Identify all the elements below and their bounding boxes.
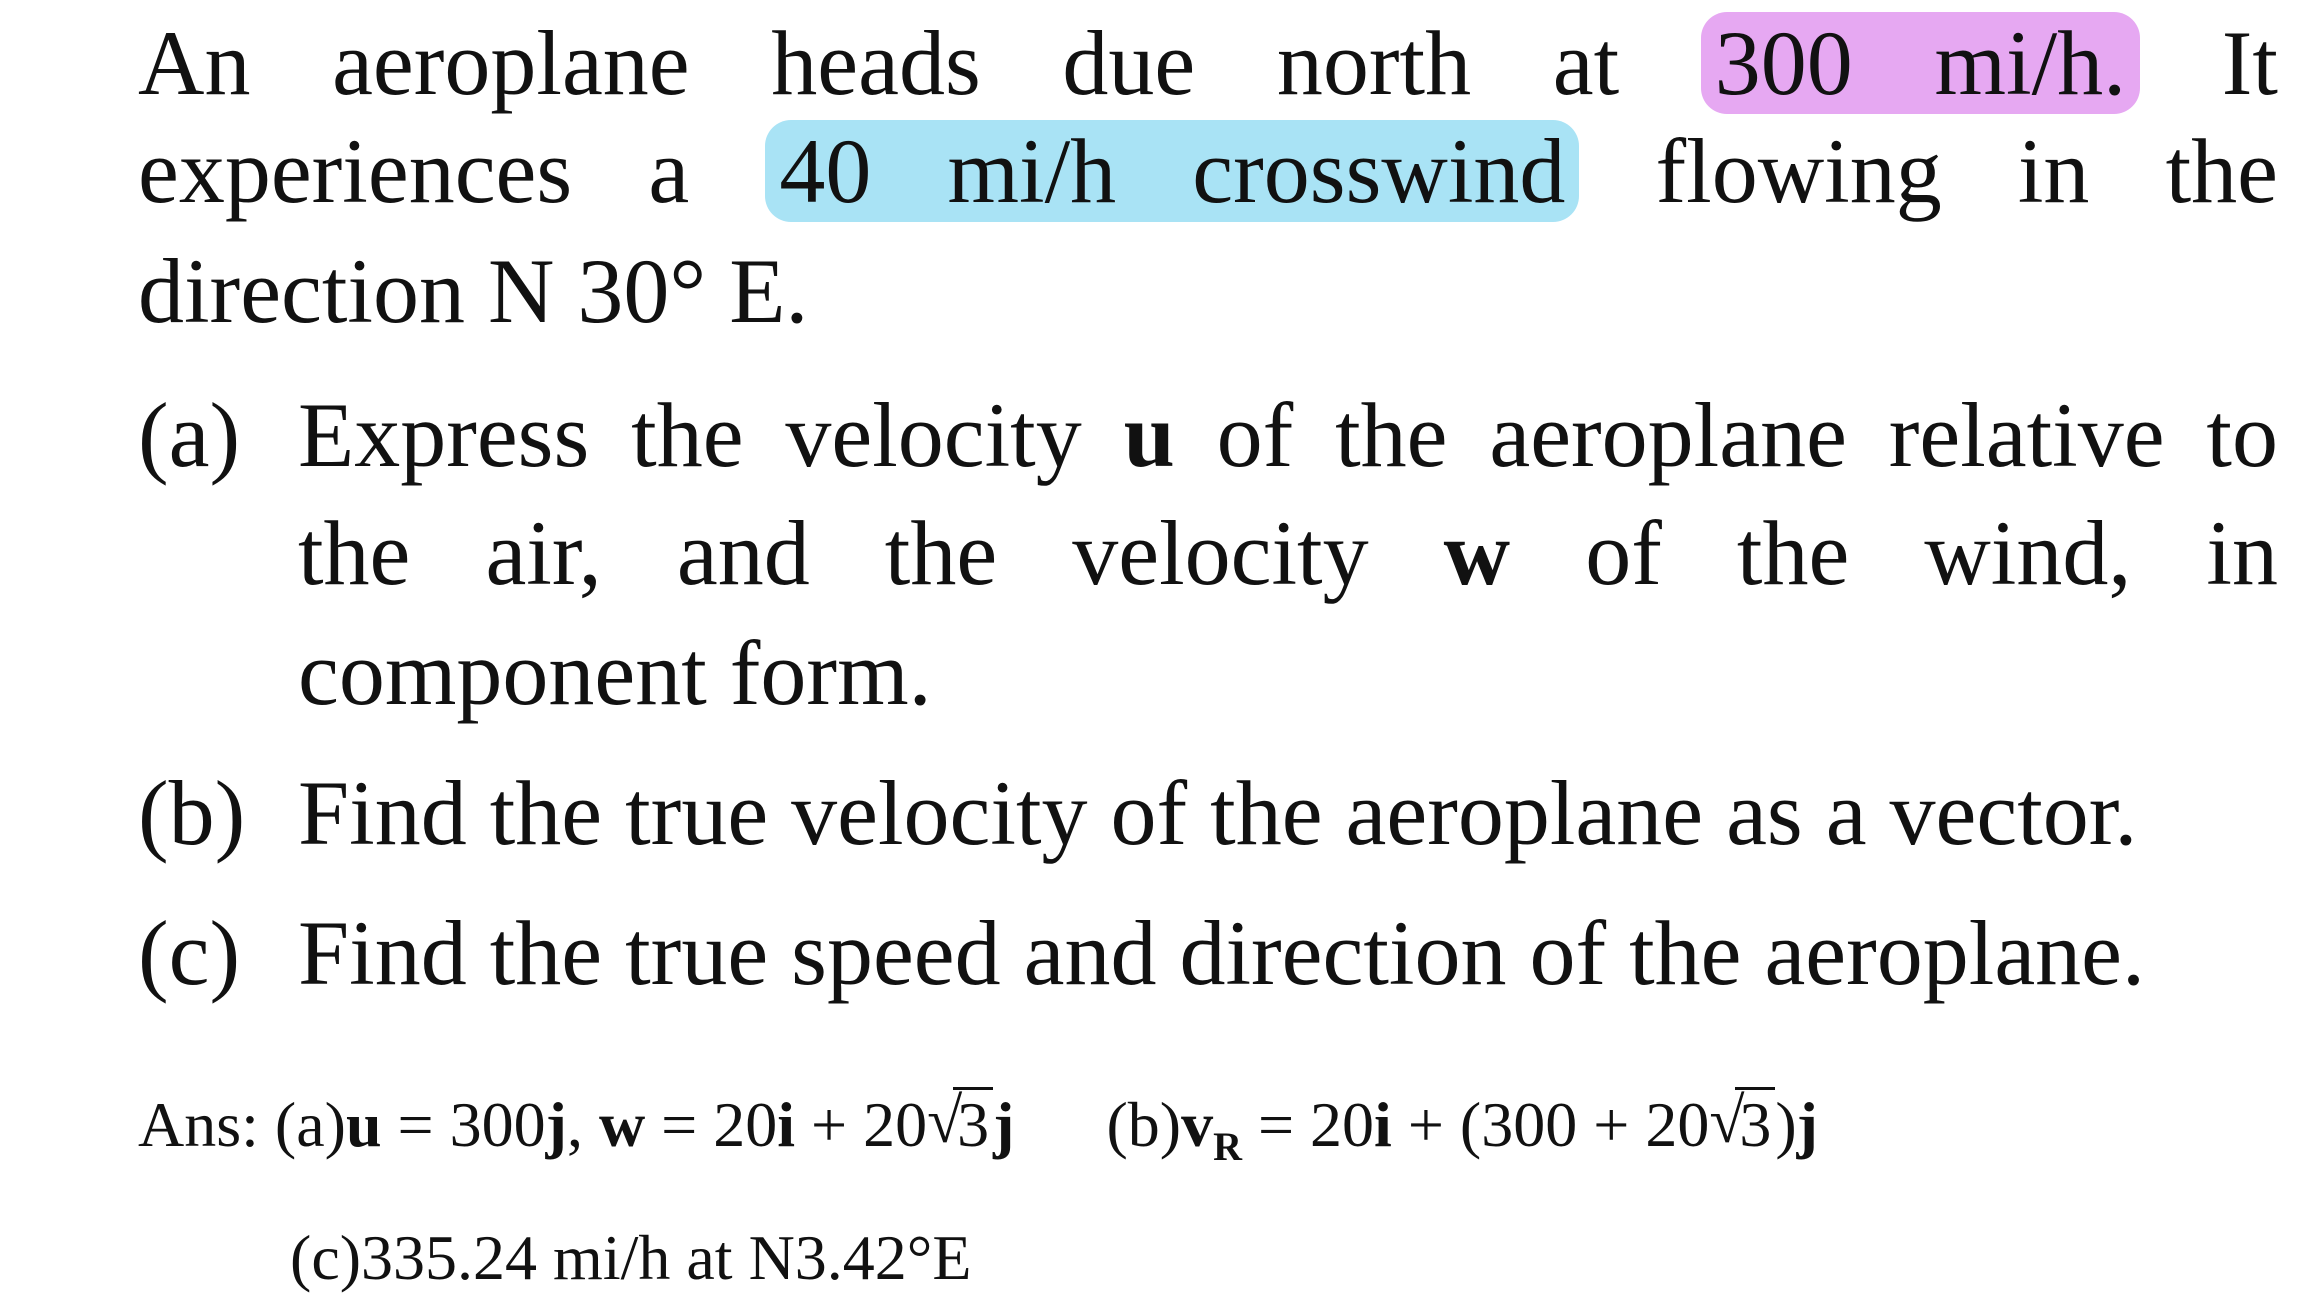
sqrt-symbol: [1709, 1085, 1775, 1165]
problem-text: experiences a: [138, 120, 766, 222]
problem-text: It: [2140, 12, 2278, 114]
part-a-label: (a): [138, 384, 241, 486]
part-b-label: (b): [138, 762, 246, 864]
answer-text: = 20: [645, 1089, 778, 1160]
vector-w: w: [1443, 502, 1511, 604]
vector-u: u: [345, 1089, 382, 1160]
vector-w: w: [598, 1089, 646, 1160]
sqrt-radicand: 3: [1735, 1087, 1775, 1160]
part-a-text: of the wind, in: [1510, 502, 2278, 604]
unit-vector-j: j: [545, 1089, 567, 1160]
part-a-line-2: [298, 498, 2278, 608]
crosswind-highlight: 40 mi/h crosswind: [765, 120, 1579, 222]
problem-line-3: [138, 236, 808, 346]
problem-line-2: [138, 116, 2278, 226]
answer-text: = 300: [381, 1089, 546, 1160]
unit-vector-i: i: [1374, 1089, 1392, 1160]
problem-text: An aeroplane heads due north at: [138, 12, 1701, 114]
part-a-text: the air, and the velocity: [298, 502, 1444, 604]
answer-text: = 20: [1241, 1089, 1375, 1160]
part-a-line-3: [298, 618, 932, 728]
part-a-line-1: [298, 380, 2278, 490]
sqrt-radicand: 3: [953, 1087, 993, 1160]
part-a-text: of the aeroplane relative to: [1174, 384, 2278, 486]
answer-part-b-label: (b): [1106, 1089, 1182, 1160]
vector-v: v: [1181, 1089, 1214, 1160]
answer-part-a-label: (a): [274, 1089, 346, 1160]
unit-vector-j: j: [1796, 1089, 1818, 1160]
answer-text: + 20: [795, 1089, 928, 1160]
part-a-text: Express the velocity: [298, 384, 1124, 486]
answer-text: ): [1775, 1089, 1797, 1160]
subscript-r: R: [1213, 1123, 1242, 1169]
unit-vector-j: j: [993, 1089, 1015, 1160]
answer-text: ,: [566, 1089, 599, 1160]
answer-prefix: Ans:: [138, 1089, 275, 1160]
answer-text: + (300 + 20: [1391, 1089, 1710, 1160]
speed-highlight: 300 mi/h.: [1701, 12, 2140, 114]
part-b-text: Find the true velocity of the aeroplane as a vector.: [298, 762, 2138, 864]
problem-text: flowing in the: [1579, 120, 2278, 222]
part-a-text: component form.: [298, 622, 932, 724]
answer-line: [138, 1085, 1818, 1187]
problem-text: direction N 30° E.: [138, 240, 809, 342]
sqrt-symbol: [927, 1085, 993, 1165]
part-c-text: Find the true speed and direction of the aeroplane.: [298, 902, 2146, 1004]
answer-part-c-line: (c)335.24 mi/h at N3.42°E: [290, 1222, 972, 1293]
problem-line-1: [138, 8, 2278, 118]
unit-vector-i: i: [777, 1089, 796, 1160]
vector-u: u: [1123, 384, 1175, 486]
part-c-label: (c): [138, 902, 241, 1004]
